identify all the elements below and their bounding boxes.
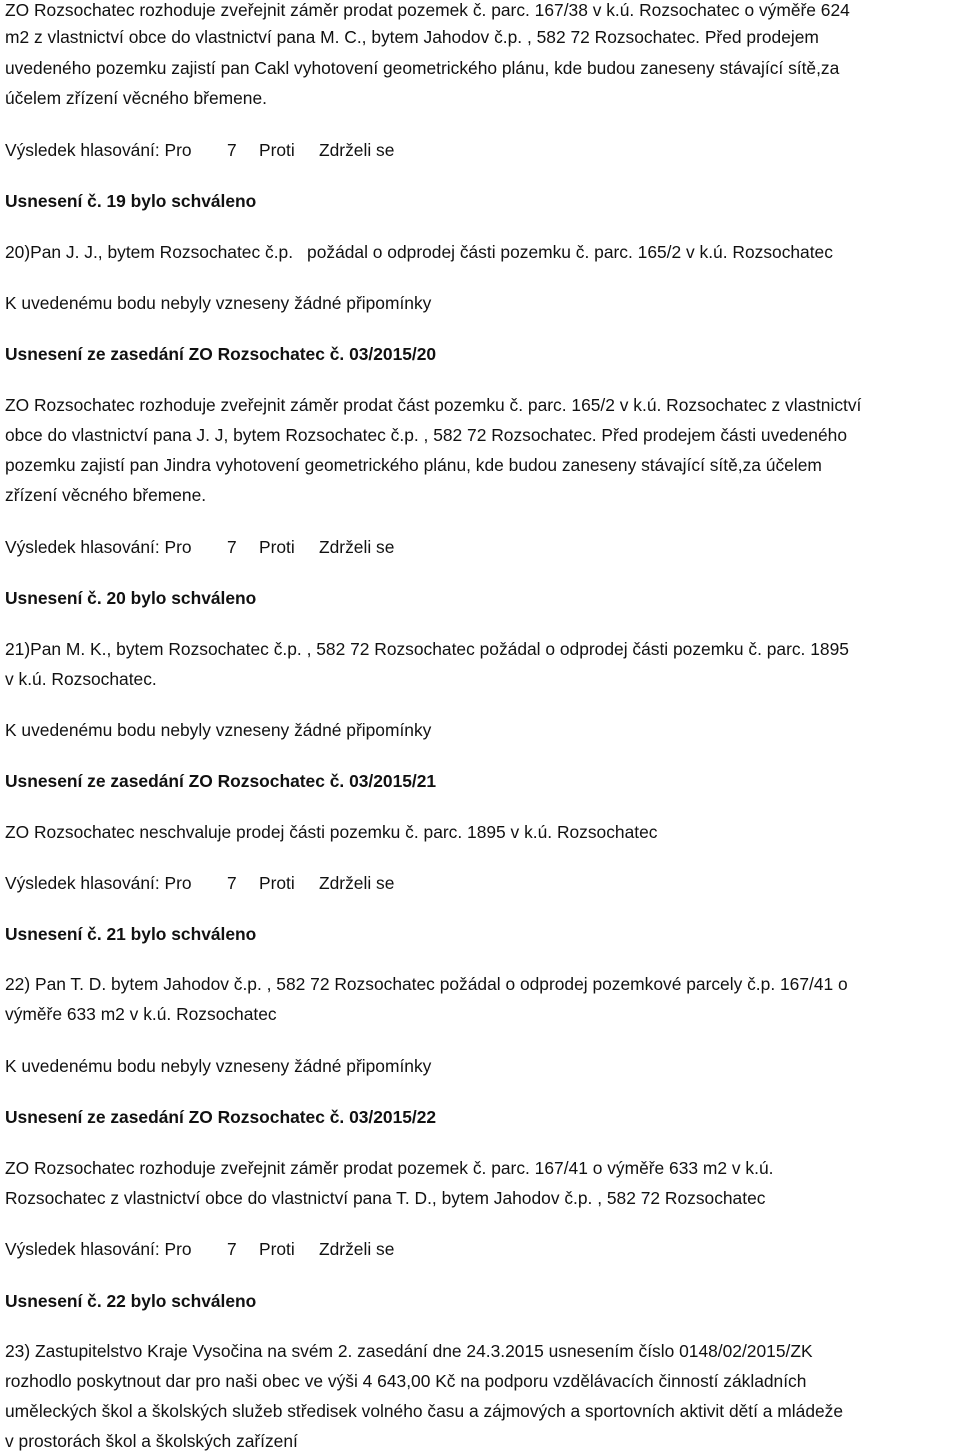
paragraph-line: uměleckých škol a školských služeb středisek volného času a zájmových a sportovních aktivit dětí a mládeže: [5, 1401, 844, 1421]
vote-count: 7: [227, 1239, 237, 1259]
vote-abstain: Zdrželi se: [319, 537, 395, 557]
paragraph-line: obce do vlastnictví pana J. J, bytem Rozsochatec č.p. , 582 72 Rozsochatec. Před prodejem části uvedeného: [5, 425, 847, 445]
resolution-result: Usnesení č. 21 bylo schváleno: [5, 924, 257, 944]
request-line: 22) Pan T. D. bytem Jahodov č.p. , 582 72 Rozsochatec požádal o odprodej pozemkové parcely č.p. 167/41 o: [5, 974, 848, 994]
resolution-heading: Usnesení ze zasedání ZO Rozsochatec č. 03/2015/21: [5, 771, 437, 791]
vote-result-line: [5, 1238, 394, 1260]
request-line: výměře 633 m2 v k.ú. Rozsochatec: [5, 1004, 277, 1024]
vote-abstain: Zdrželi se: [319, 873, 395, 893]
paragraph-line: ZO Rozsochatec rozhoduje zveřejnit záměr prodat část pozemku č. parc. 165/2 v k.ú. Rozsochatec z vlastnictví: [5, 395, 862, 415]
vote-abstain: Zdrželi se: [319, 1239, 395, 1259]
vote-against: Proti: [259, 1239, 295, 1259]
vote-label: Výsledek hlasování: Pro: [5, 140, 192, 160]
paragraph-line: zřízení věcného břemene.: [5, 485, 207, 505]
vote-result-line: [5, 536, 394, 558]
vote-against: Proti: [259, 873, 295, 893]
vote-count: 7: [227, 873, 237, 893]
vote-against: Proti: [259, 140, 295, 160]
request-applicant: 20)Pan J. J., bytem Rozsochatec č.p.: [5, 242, 294, 262]
request-line: 21)Pan M. K., bytem Rozsochatec č.p. , 582 72 Rozsochatec požádal o odprodej části pozemku č. parc. 1895: [5, 639, 849, 659]
vote-label: Výsledek hlasování: Pro: [5, 537, 192, 557]
paragraph-line: ZO Rozsochatec rozhoduje zveřejnit záměr prodat pozemek č. parc. 167/38 v k.ú. Rozsochatec o výměře 624: [5, 0, 850, 20]
resolution-heading: Usnesení ze zasedání ZO Rozsochatec č. 03/2015/22: [5, 1107, 437, 1127]
vote-count: 7: [227, 140, 237, 160]
paragraph-line: Rozsochatec z vlastnictví obce do vlastnictví pana T. D., bytem Jahodov č.p. , 582 72 Rozsochatec: [5, 1188, 766, 1208]
vote-label: Výsledek hlasování: Pro: [5, 873, 192, 893]
resolution-heading: Usnesení ze zasedání ZO Rozsochatec č. 03/2015/20: [5, 344, 437, 364]
vote-result-line: [5, 139, 394, 161]
no-comments-note: K uvedenému bodu nebyly vzneseny žádné připomínky: [5, 293, 432, 313]
paragraph-line: ZO Rozsochatec neschvaluje prodej části pozemku č. parc. 1895 v k.ú. Rozsochatec: [5, 822, 658, 842]
paragraph-line: uvedeného pozemku zajistí pan Cakl vyhotovení geometrického plánu, kde budou zaneseny stávající sítě,za: [5, 58, 840, 78]
paragraph-line: pozemku zajistí pan Jindra vyhotovení geometrického plánu, kde budou zaneseny stávající sítě,za účelem: [5, 455, 822, 475]
paragraph-line: m2 z vlastnictví obce do vlastnictví pana M. C., bytem Jahodov č.p. , 582 72 Rozsochatec. Před prodejem: [5, 27, 819, 47]
vote-label: Výsledek hlasování: Pro: [5, 1239, 192, 1259]
paragraph-line: v prostorách škol a školských zařízení: [5, 1431, 298, 1451]
resolution-result: Usnesení č. 19 bylo schváleno: [5, 191, 257, 211]
request-subject: požádal o odprodej části pozemku č. parc. 165/2 v k.ú. Rozsochatec: [307, 242, 833, 262]
paragraph-line: rozhodlo poskytnout dar pro naši obec ve výši 4 643,00 Kč na podporu vzdělávacích činností základních: [5, 1371, 807, 1391]
request-line: [5, 241, 833, 263]
no-comments-note: K uvedenému bodu nebyly vzneseny žádné připomínky: [5, 1056, 432, 1076]
resolution-result: Usnesení č. 20 bylo schváleno: [5, 588, 257, 608]
paragraph-line: účelem zřízení věcného břemene.: [5, 88, 267, 108]
vote-count: 7: [227, 537, 237, 557]
vote-against: Proti: [259, 537, 295, 557]
paragraph-line: 23) Zastupitelstvo Kraje Vysočina na svém 2. zasedání dne 24.3.2015 usnesením číslo 0148/02/2015/ZK: [5, 1341, 813, 1361]
vote-abstain: Zdrželi se: [319, 140, 395, 160]
no-comments-note: K uvedenému bodu nebyly vzneseny žádné připomínky: [5, 720, 432, 740]
request-line: v k.ú. Rozsochatec.: [5, 669, 157, 689]
paragraph-line: ZO Rozsochatec rozhoduje zveřejnit záměr prodat pozemek č. parc. 167/41 o výměře 633 m2 v k.ú.: [5, 1158, 774, 1178]
vote-result-line: [5, 872, 394, 894]
resolution-result: Usnesení č. 22 bylo schváleno: [5, 1291, 257, 1311]
